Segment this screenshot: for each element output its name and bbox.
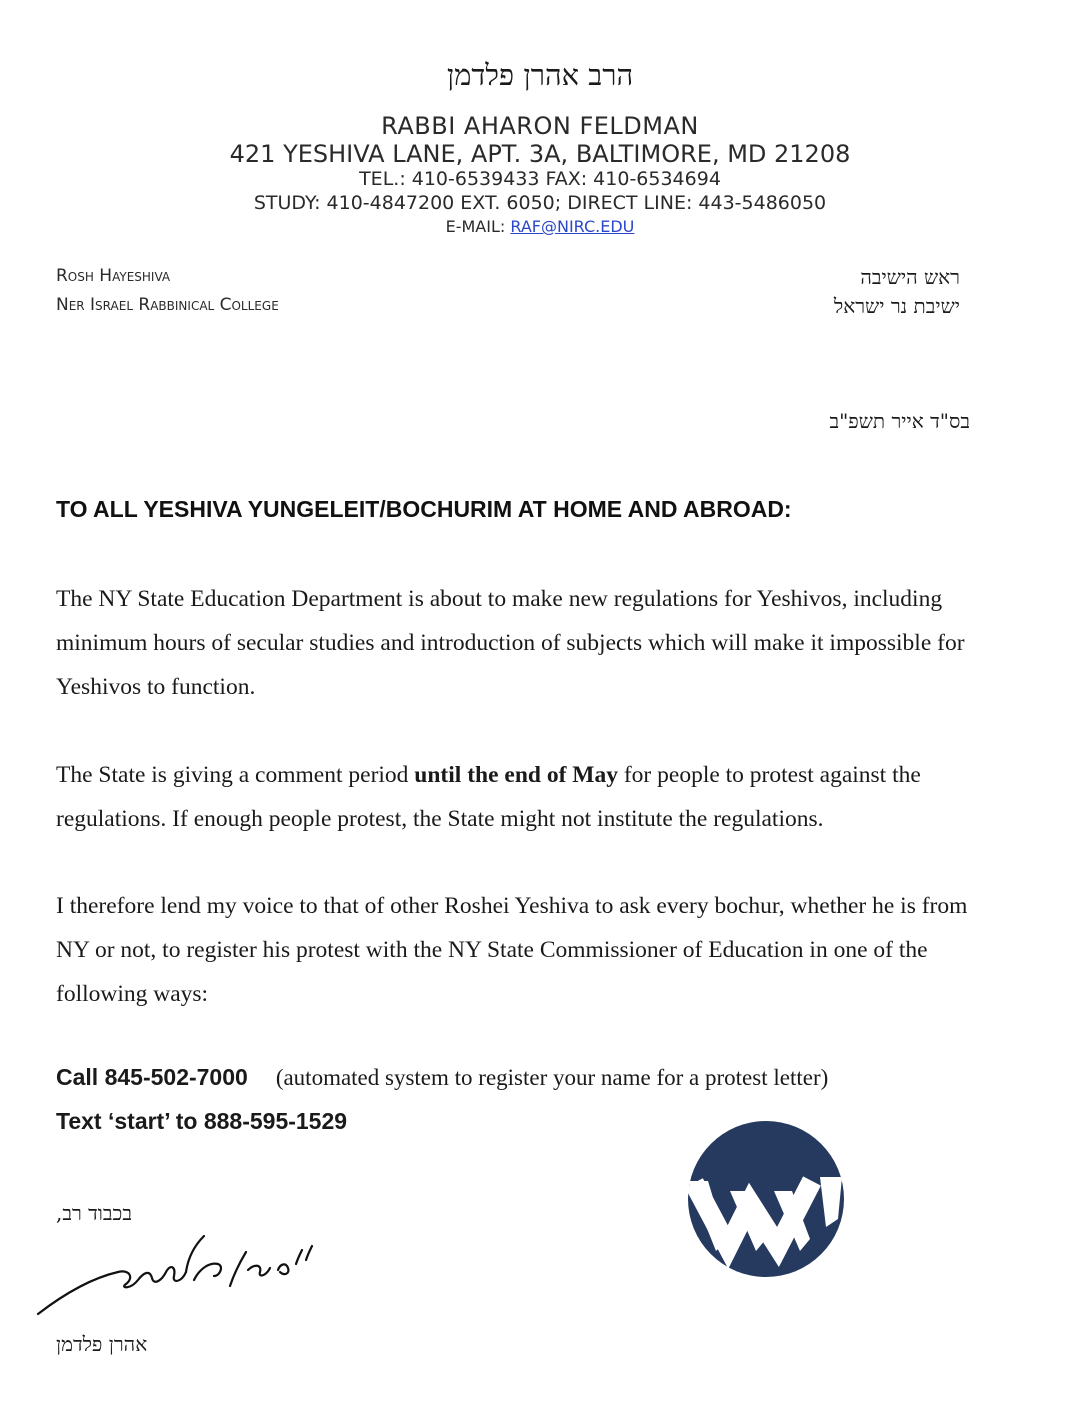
title-college: Ner Israel Rabbinical College [56,295,279,315]
letterhead-hebrew-name: הרב אהרן פלדמן [446,58,634,92]
signer-name: אהרן פלדמן [56,1332,148,1356]
title-hebrew-yeshiva: ישיבת נר ישראל [833,294,960,318]
call-line [56,1064,828,1091]
letterhead-phone-fax: TEL.: 410-6539433 FAX: 410-6534694 [359,168,721,190]
email-link[interactable]: RAF@NIRC.EDU [510,217,635,236]
paragraph-request: I therefore lend my voice to that of other Roshei Yeshiva to ask every bochur, whether he is from NY or not, to register his protest with the NY State Commissioner of Education in one of the following ways: [56,893,968,1007]
letterhead-email-line [0,217,1080,236]
text-line: Text ‘start’ to 888-595-1529 [56,1108,348,1134]
hebrew-date: בס"ד אייר תשפ"ב [829,409,970,433]
call-number: Call 845-502-7000 [56,1064,248,1090]
paragraph-comment-period [56,753,996,841]
letter-heading: TO ALL YESHIVA YUNGELEIT/BOCHURIM AT HOME AND ABROAD: [56,496,792,522]
paragraph-regulations: The NY State Education Department is about to make new regulations for Yeshivos, including minimum hours of secular studies and introduction of subjects which will make it impossible for Yeshivos to function. [56,586,965,700]
circle-w-logo [686,1119,846,1284]
logo-icon [686,1119,846,1279]
closing-salutation: בכבוד רב, [56,1201,132,1225]
title-rosh-hayeshiva: Rosh Hayeshiva [56,266,171,286]
signature-icon [34,1228,324,1318]
letterhead-address: 421 YESHIVA LANE, APT. 3A, BALTIMORE, MD 21208 [229,140,851,168]
handwritten-signature [34,1228,324,1323]
p2-text-after: for people to protest against the regulations. If enough people protest, the State might not institute the regulations. [56,762,921,832]
p2-text-before: The State is giving a comment period [56,762,415,788]
letterhead-name: RABBI AHARON FELDMAN [381,112,699,140]
title-hebrew-rosh-hayeshiva: ראש הישיבה [860,265,960,289]
letterhead-study-line: STUDY: 410-4847200 EXT. 6050; DIRECT LINE: 443-5486050 [253,192,827,214]
p2-bold-deadline: until the end of May [414,762,618,788]
call-note: (automated system to register your name for a protest letter) [275,1065,829,1090]
email-label: E-MAIL: [445,217,506,236]
